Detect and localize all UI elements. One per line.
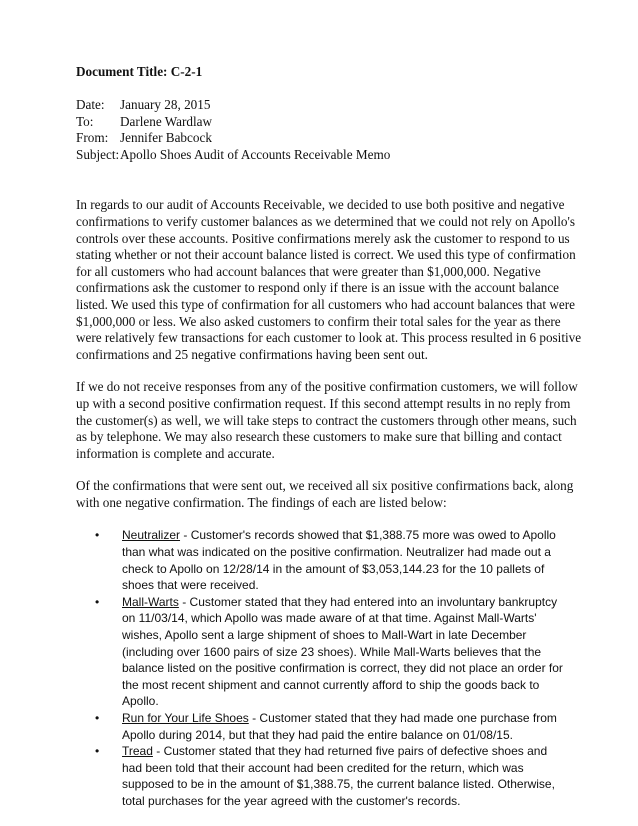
bullet-icon: • (95, 594, 100, 609)
header-row-from (76, 130, 586, 147)
header-value: Apollo Shoes Audit of Accounts Receivable Memo (120, 146, 391, 162)
finding-customer-name: Neutralizer (122, 528, 181, 543)
header-label: To: (76, 113, 94, 129)
finding-item-tread (76, 743, 564, 809)
header-value: Darlene Wardlaw (120, 113, 213, 129)
finding-item-mall-warts (76, 594, 564, 710)
finding-text: - Customer stated that they had returned five pairs of defective shoes and had been told that their account had been credited for the return, which was supposed to be in the amount of $1,388.75, the current balance listed. Otherwise, total purchases for the year agreed with the customer's records. (122, 744, 555, 808)
header-label: Subject: (76, 146, 120, 162)
header-value: Jennifer Babcock (120, 130, 212, 146)
paragraph-confirmation-method: In regards to our audit of Accounts Receivable, we decided to use both positive and negative confirmations to verify customer balances as we determined that we could not rely on Apollo's controls over these accounts. Positive confirmations merely ask the customer to respond to us stating whether or not their account balance listed is correct. We used this type of confirmation for all customers who had account balances that were greater than $1,000,000. Negative confirmations ask the customer to respond only if there is an issue with the account balance listed. We used this type of confirmation for all customers who had account balances that were $1,000,000 or less. We also asked customers to confirm their total sales for the year as there were relatively few transactions for each customer to look at. This process resulted in 6 positive confirmations and 25 negative confirmations having been sent out. (76, 197, 582, 362)
header-label: Date: (76, 97, 105, 112)
finding-item-neutralizer (76, 527, 564, 593)
header-value: January 28, 2015 (120, 97, 211, 112)
finding-customer-name: Tread (122, 744, 153, 759)
header-row-to (76, 114, 586, 131)
finding-customer-name: Mall-Warts (122, 594, 179, 609)
bullet-icon: • (95, 528, 100, 543)
document-title: Document Title: C-2-1 (76, 64, 203, 79)
memo-header (76, 97, 586, 163)
finding-text: - Customer's records showed that $1,388.75 more was owed to Apollo than what was indicated on the positive confirmation. Neutralizer had made out a check to Apollo on 12/28/14 in the amount of $3,053,144.23 for the 10 pallets of shoes that were received. (122, 528, 556, 593)
finding-text: - Customer stated that they had made one purchase from Apollo during 2014, but that they had paid the entire balance on 01/08/15. (122, 711, 557, 742)
finding-customer-name: Run for Your Life Shoes (122, 711, 249, 725)
bullet-icon: • (95, 744, 100, 759)
paragraph-findings-intro: Of the confirmations that were sent out, we received all six positive confirmations back, along with one negative confirmation. The findings of each are listed below: (76, 478, 574, 510)
header-row-date (76, 97, 586, 114)
bullet-icon: • (95, 711, 100, 725)
finding-text: - Customer stated that they had entered into an involuntary bankruptcy on 11/03/14, which Apollo was made aware of at that time. Against Mall-Warts' wishes, Apollo sent a large shipment of shoes to Mall-Wart in late December (including over 1600 pairs of size 23 shoes). While Mall-Warts believes that the balance listed on the positive confirmation is correct, they did not place an order for the most recent shipment and cannot currently afford to ship the goods back to Apollo. (122, 594, 563, 709)
finding-item-run-for-your-life (76, 710, 564, 743)
paragraph-follow-up: If we do not receive responses from any of the positive confirmation customers, we will follow up with a second positive confirmation request. If this second attempt results in no reply from the customer(s) as well, we will take steps to contract the customers through other means, such as by telephone. We may also research these customers to make sure that billing and contact information is complete and accurate. (76, 379, 578, 461)
header-row-subject (76, 147, 586, 164)
header-label: From: (76, 130, 109, 146)
findings-list (76, 527, 564, 809)
